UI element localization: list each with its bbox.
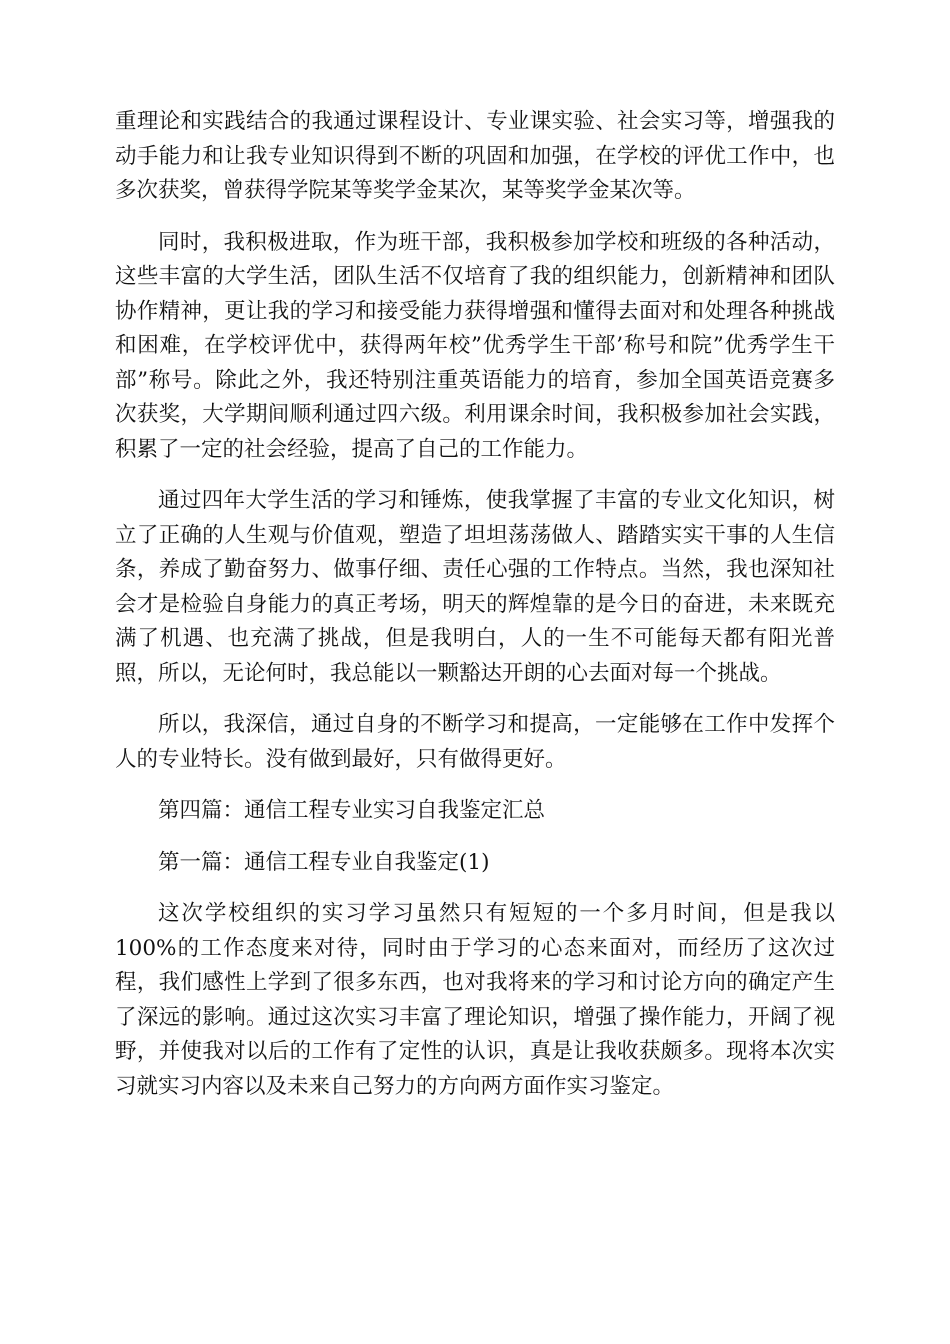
paragraph-2: 同时，我积极进取，作为班干部，我积极参加学校和班级的各种活动，这些丰富的大学生活，团队生活不仅培育了我的组织能力，创新精神和团队协作精神，更让我的学习和接受能力获得增强和懂得去面对和处理各种挑战和困难，在学校评优中，获得两年校”优秀学生干部’称号和院”优秀学生干部”称号。除此之外，我还特别注重英语能力的培育，参加全国英语竞赛多次获奖，大学期间顺利通过四六级。利用课余时间，我积极参加社会实践，积累了一定的社会经验，提高了自己的工作能力。	[115, 229, 835, 462]
paragraph-1: 重理论和实践结合的我通过课程设计、专业课实验、社会实习等，增强我的动手能力和让我专业知识得到不断的巩固和加强，在学校的评优工作中，也多次获奖，曾获得学院某等奖学金某次，某等奖学金某次等。	[115, 109, 835, 203]
paragraph-4: 所以，我深信，通过自身的不断学习和提高，一定能够在工作中发挥个人的专业特长。没有做到最好，只有做得更好。	[115, 712, 835, 772]
section-heading-part1: 第一篇：通信工程专业自我鉴定(1)	[158, 849, 490, 875]
section-heading-part4: 第四篇：通信工程专业实习自我鉴定汇总	[158, 798, 546, 823]
paragraph-final: 这次学校组织的实习学习虽然只有短短的一个多月时间，但是我以100%的工作态度来对待，同时由于学习的心态来面对，而经历了这次过程，我们感性上学到了很多东西，也对我将来的学习和讨论方向的确定产生了深远的影响。通过这次实习丰富了理论知识，增强了操作能力，开阔了视野，并使我对以后的工作有了定性的认识，真是让我收获颇多。现将本次实习就实习内容以及未来自己努力的方向两方面作实习鉴定。	[115, 901, 835, 1099]
paragraph-3: 通过四年大学生活的学习和锤炼，使我掌握了丰富的专业文化知识，树立了正确的人生观与价值观，塑造了坦坦荡荡做人、踏踏实实干事的人生信条，养成了勤奋努力、做事仔细、责任心强的工作特点。当然，我也深知社会才是检验自身能力的真正考场，明天的辉煌靠的是今日的奋进，未来既充满了机遇、也充满了挑战，但是我明白，人的一生不可能每天都有阳光普照，所以，无论何时，我总能以一颗豁达开朗的心去面对每一个挑战。	[115, 488, 835, 686]
